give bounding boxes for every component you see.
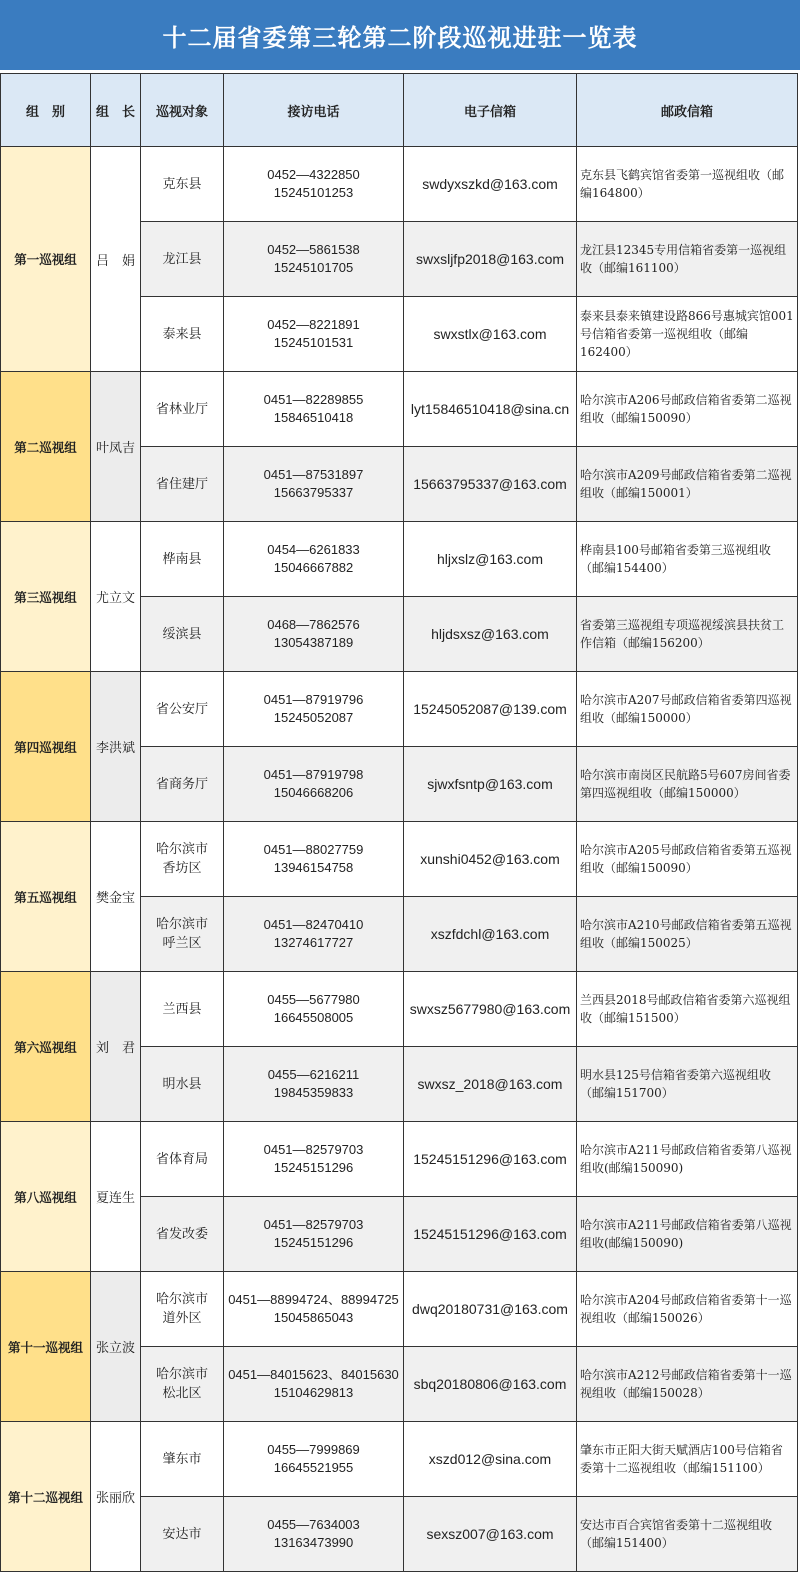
phone-cell: 0455—7999869 16645521955 <box>224 1422 404 1497</box>
email-cell: xunshi0452@163.com <box>404 822 577 897</box>
post-cell: 安达市百合宾馆省委第十二巡视组收（邮编151400） <box>577 1497 798 1572</box>
group-name-cell: 第十二巡视组 <box>1 1422 91 1572</box>
post-cell: 哈尔滨市A207号邮政信箱省委第四巡视组收（邮编150000） <box>577 672 798 747</box>
post-cell: 龙江县12345专用信箱省委第一巡视组收（邮编161100） <box>577 222 798 297</box>
email-cell: 15663795337@163.com <box>404 447 577 522</box>
post-cell: 兰西县2018号邮政信箱省委第六巡视组收（邮编151500） <box>577 972 798 1047</box>
leader-cell: 夏连生 <box>91 1122 141 1272</box>
email-cell: lyt15846510418@sina.cn <box>404 372 577 447</box>
table-row <box>1 372 798 447</box>
phone-cell: 0451—87919798 15046668206 <box>224 747 404 822</box>
group-name-cell: 第一巡视组 <box>1 147 91 372</box>
post-cell: 明水县125号信箱省委第六巡视组收（邮编151700） <box>577 1047 798 1122</box>
post-cell: 泰来县泰来镇建设路866号惠城宾馆001号信箱省委第一巡视组收（邮编162400） <box>577 297 798 372</box>
column-header-phone: 接访电话 <box>224 74 404 147</box>
group-name-cell: 第六巡视组 <box>1 972 91 1122</box>
phone-cell: 0451—88994724、88994725 15045865043 <box>224 1272 404 1347</box>
email-cell: xszfdchl@163.com <box>404 897 577 972</box>
email-cell: 15245151296@163.com <box>404 1122 577 1197</box>
post-cell: 哈尔滨市A211号邮政信箱省委第八巡视组收(邮编150090) <box>577 1197 798 1272</box>
group-name-cell: 第三巡视组 <box>1 522 91 672</box>
phone-cell: 0451—87531897 15663795337 <box>224 447 404 522</box>
column-header-email: 电子信箱 <box>404 74 577 147</box>
column-header-group: 组 别 <box>1 74 91 147</box>
phone-cell: 0451—87919796 15245052087 <box>224 672 404 747</box>
phone-cell: 0455—7634003 13163473990 <box>224 1497 404 1572</box>
leader-cell: 张丽欣 <box>91 1422 141 1572</box>
post-cell: 哈尔滨市A205号邮政信箱省委第五巡视组收（邮编150090） <box>577 822 798 897</box>
table-row <box>1 822 798 897</box>
header-row <box>1 74 798 147</box>
phone-cell: 0455—5677980 16645508005 <box>224 972 404 1047</box>
phone-cell: 0468—7862576 13054387189 <box>224 597 404 672</box>
page-title: 十二届省委第三轮第二阶段巡视进驻一览表 <box>162 22 638 52</box>
target-cell: 省住建厅 <box>141 447 224 522</box>
email-cell: hljxslz@163.com <box>404 522 577 597</box>
leader-cell: 叶凤吉 <box>91 372 141 522</box>
email-cell: sjwxfsntp@163.com <box>404 747 577 822</box>
table-row <box>1 1422 798 1497</box>
post-cell: 省委第三巡视组专项巡视绥滨县扶贫工作信箱（邮编156200） <box>577 597 798 672</box>
post-cell: 哈尔滨市A204号邮政信箱省委第十一巡视组收（邮编150026） <box>577 1272 798 1347</box>
target-cell: 绥滨县 <box>141 597 224 672</box>
column-header-target: 巡视对象 <box>141 74 224 147</box>
target-cell: 哈尔滨市 道外区 <box>141 1272 224 1347</box>
phone-cell: 0451—82579703 15245151296 <box>224 1197 404 1272</box>
email-cell: 15245151296@163.com <box>404 1197 577 1272</box>
post-cell: 哈尔滨市A209号邮政信箱省委第二巡视组收（邮编150001） <box>577 447 798 522</box>
phone-cell: 0451—82470410 13274617727 <box>224 897 404 972</box>
post-cell: 哈尔滨市A211号邮政信箱省委第八巡视组收(邮编150090) <box>577 1122 798 1197</box>
target-cell: 哈尔滨市 呼兰区 <box>141 897 224 972</box>
group-name-cell: 第五巡视组 <box>1 822 91 972</box>
group-name-cell: 第四巡视组 <box>1 672 91 822</box>
group-name-cell: 第八巡视组 <box>1 1122 91 1272</box>
phone-cell: 0452—5861538 15245101705 <box>224 222 404 297</box>
group-name-cell: 第二巡视组 <box>1 372 91 522</box>
leader-cell: 尤立文 <box>91 522 141 672</box>
target-cell: 泰来县 <box>141 297 224 372</box>
leader-cell: 樊金宝 <box>91 822 141 972</box>
email-cell: sbq20180806@163.com <box>404 1347 577 1422</box>
column-header-leader: 组 长 <box>91 74 141 147</box>
phone-cell: 0451—84015623、84015630 15104629813 <box>224 1347 404 1422</box>
post-cell: 哈尔滨市A212号邮政信箱省委第十一巡视组收（邮编150028） <box>577 1347 798 1422</box>
target-cell: 肇东市 <box>141 1422 224 1497</box>
table-row <box>1 1272 798 1347</box>
target-cell: 克东县 <box>141 147 224 222</box>
table-body <box>1 147 798 1572</box>
leader-cell: 刘 君 <box>91 972 141 1122</box>
table-row <box>1 972 798 1047</box>
post-cell: 肇东市正阳大街天赋酒店100号信箱省委第十二巡视组收（邮编151100） <box>577 1422 798 1497</box>
email-cell: swxsz5677980@163.com <box>404 972 577 1047</box>
inspection-table <box>0 73 798 1572</box>
phone-cell: 0451—82579703 15245151296 <box>224 1122 404 1197</box>
table-row <box>1 1122 798 1197</box>
target-cell: 桦南县 <box>141 522 224 597</box>
leader-cell: 李洪斌 <box>91 672 141 822</box>
phone-cell: 0451—82289855 15846510418 <box>224 372 404 447</box>
post-cell: 桦南县100号邮箱省委第三巡视组收（邮编154400） <box>577 522 798 597</box>
target-cell: 哈尔滨市 香坊区 <box>141 822 224 897</box>
table-row <box>1 147 798 222</box>
target-cell: 哈尔滨市 松北区 <box>141 1347 224 1422</box>
email-cell: xszd012@sina.com <box>404 1422 577 1497</box>
group-name-cell: 第十一巡视组 <box>1 1272 91 1422</box>
post-cell: 哈尔滨市A210号邮政信箱省委第五巡视组收（邮编150025） <box>577 897 798 972</box>
phone-cell: 0451—88027759 13946154758 <box>224 822 404 897</box>
phone-cell: 0452—8221891 15245101531 <box>224 297 404 372</box>
table-row <box>1 522 798 597</box>
leader-cell: 吕 娟 <box>91 147 141 372</box>
target-cell: 省林业厅 <box>141 372 224 447</box>
title-bar <box>0 0 800 70</box>
target-cell: 明水县 <box>141 1047 224 1122</box>
post-cell: 哈尔滨市A206号邮政信箱省委第二巡视组收（邮编150090） <box>577 372 798 447</box>
email-cell: swxsz_2018@163.com <box>404 1047 577 1122</box>
table-row <box>1 672 798 747</box>
email-cell: dwq20180731@163.com <box>404 1272 577 1347</box>
post-cell: 哈尔滨市南岗区民航路5号607房间省委第四巡视组收（邮编150000） <box>577 747 798 822</box>
email-cell: swxsljfp2018@163.com <box>404 222 577 297</box>
target-cell: 兰西县 <box>141 972 224 1047</box>
phone-cell: 0452—4322850 15245101253 <box>224 147 404 222</box>
target-cell: 龙江县 <box>141 222 224 297</box>
post-cell: 克东县飞鹤宾馆省委第一巡视组收（邮编164800） <box>577 147 798 222</box>
email-cell: hljdsxsz@163.com <box>404 597 577 672</box>
email-cell: 15245052087@139.com <box>404 672 577 747</box>
target-cell: 省商务厅 <box>141 747 224 822</box>
phone-cell: 0455—6216211 19845359833 <box>224 1047 404 1122</box>
email-cell: swxstlx@163.com <box>404 297 577 372</box>
leader-cell: 张立波 <box>91 1272 141 1422</box>
target-cell: 省体育局 <box>141 1122 224 1197</box>
column-header-post: 邮政信箱 <box>577 74 798 147</box>
target-cell: 安达市 <box>141 1497 224 1572</box>
target-cell: 省发改委 <box>141 1197 224 1272</box>
email-cell: sexsz007@163.com <box>404 1497 577 1572</box>
phone-cell: 0454—6261833 15046667882 <box>224 522 404 597</box>
target-cell: 省公安厅 <box>141 672 224 747</box>
email-cell: swdyxszkd@163.com <box>404 147 577 222</box>
